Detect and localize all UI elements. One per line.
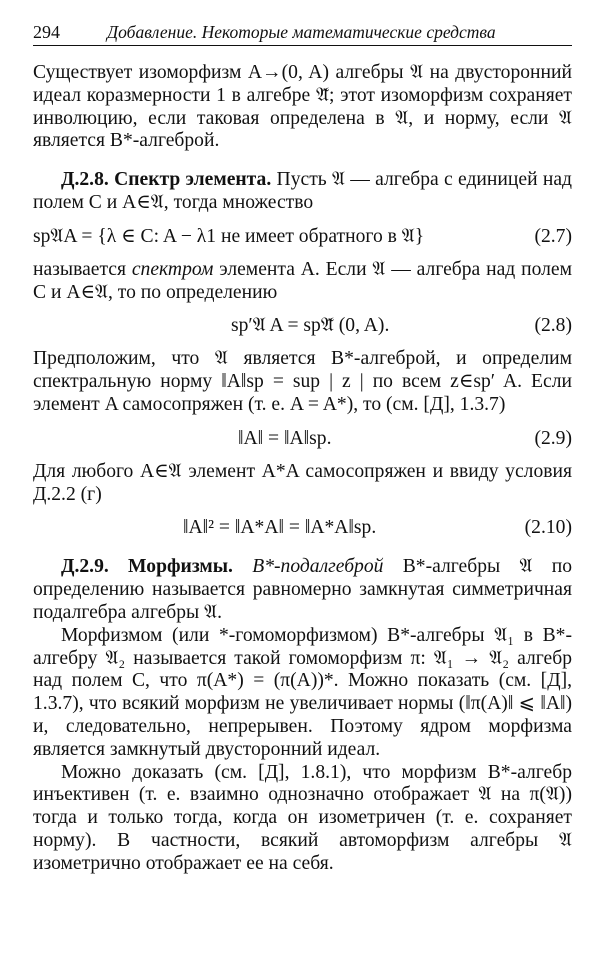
paragraph-text: Можно доказать (см. [Д], 1.8.1), что морфизм B*-алгебр инъективен (т. е. взаимно однозначно отображает 𝔄 на π(𝔄)) тогда и только тогда, когда он изометричен (т. е. сохраняет норму). В частности, всякий автоморфизм алгебры 𝔄 изометрично отображает ее на себя.	[33, 761, 572, 874]
equation-number: (2.7)	[534, 225, 572, 247]
formula-expression: ‖A‖ = ‖A‖sp.	[238, 427, 332, 449]
paragraph	[33, 259, 572, 305]
equation-number: (2.8)	[534, 315, 572, 337]
section-heading: Д.2.9. Морфизмы.	[61, 556, 233, 578]
paragraph	[33, 556, 572, 624]
paragraph-text: Пусть 𝔄 — алгебра с единицей над полем C и A∈𝔄, тогда множество	[33, 169, 573, 213]
emphasized-term: B*-подалгеброй	[232, 556, 384, 578]
formula-expression: sp𝔄A = {λ ∈ C: A − λ1 не имеет обратного в 𝔄}	[33, 225, 425, 247]
equation-number: (2.10)	[524, 517, 572, 539]
paragraph-text: элемента A. Если 𝔄 — алгебра над полем C и A∈𝔄, то по определению	[33, 258, 572, 303]
display-formula	[33, 225, 572, 249]
paragraph	[33, 461, 572, 507]
paragraph	[33, 62, 572, 153]
formula-expression: sp′𝔄 A = sp𝔄̃ (0, A).	[231, 315, 390, 337]
running-title: Добавление. Некоторые математические средства	[107, 22, 496, 42]
paragraph-text: Существует изоморфизм A→(0, A) алгебры 𝔄 на двусторонний идеал коразмерности 1 в алгебре 𝔄̃; этот изоморфизм сохраняет инволюцию, если таковая определена в 𝔄, и норму, если 𝔄 является B*-алгеброй.	[33, 62, 572, 152]
emphasized-term: спектром	[131, 258, 214, 280]
page-body	[33, 62, 572, 876]
paragraph	[33, 762, 572, 876]
paragraph	[33, 169, 572, 215]
equation-number: (2.9)	[534, 427, 572, 449]
paragraph-text: Морфизмом (или *-гомоморфизмом) B*-алгебры 𝔄₁ в B*-алгебру 𝔄₂ называется такой гомоморфизм π: 𝔄₁ → 𝔄₂ алгебр над полем C, что π(A*) = (π(A))*. Можно показать (см. [Д], 1.3.7), что всякий морфизм не увеличивает нормы (‖π(A)‖ ⩽ ‖A‖) и, следовательно, непрерывен. Поэтому ядром морфизма является замкнутый двусторонний идеал.	[33, 624, 572, 760]
paragraph	[33, 625, 572, 762]
formula-expression: ‖A‖² = ‖A*A‖ = ‖A*A‖sp.	[183, 517, 377, 539]
paragraph	[33, 348, 572, 416]
paragraph-text: Для любого A∈𝔄 элемент A*A самосопряжен и ввиду условия Д.2.2 (г)	[33, 460, 572, 505]
paragraph-text: Предположим, что 𝔄 является B*-алгеброй, и определим спектральную норму ‖A‖sp = sup | z | по всем z∈sp′ A. Если элемент A самосопряжен (т. е. A = A*), то (см. [Д], 1.3.7)	[33, 348, 572, 415]
display-formula	[33, 314, 572, 338]
display-formula	[33, 516, 572, 540]
paragraph-text: B*-алгебры 𝔄 по определению называется равномерно замкнутая симметричная подалгебра алгебры 𝔄.	[33, 556, 572, 623]
page-number: 294	[33, 22, 60, 42]
display-formula	[33, 427, 572, 451]
paragraph-text: называется	[33, 258, 132, 280]
section-heading: Д.2.8. Спектр элемента.	[61, 169, 272, 191]
page-header	[33, 22, 572, 46]
